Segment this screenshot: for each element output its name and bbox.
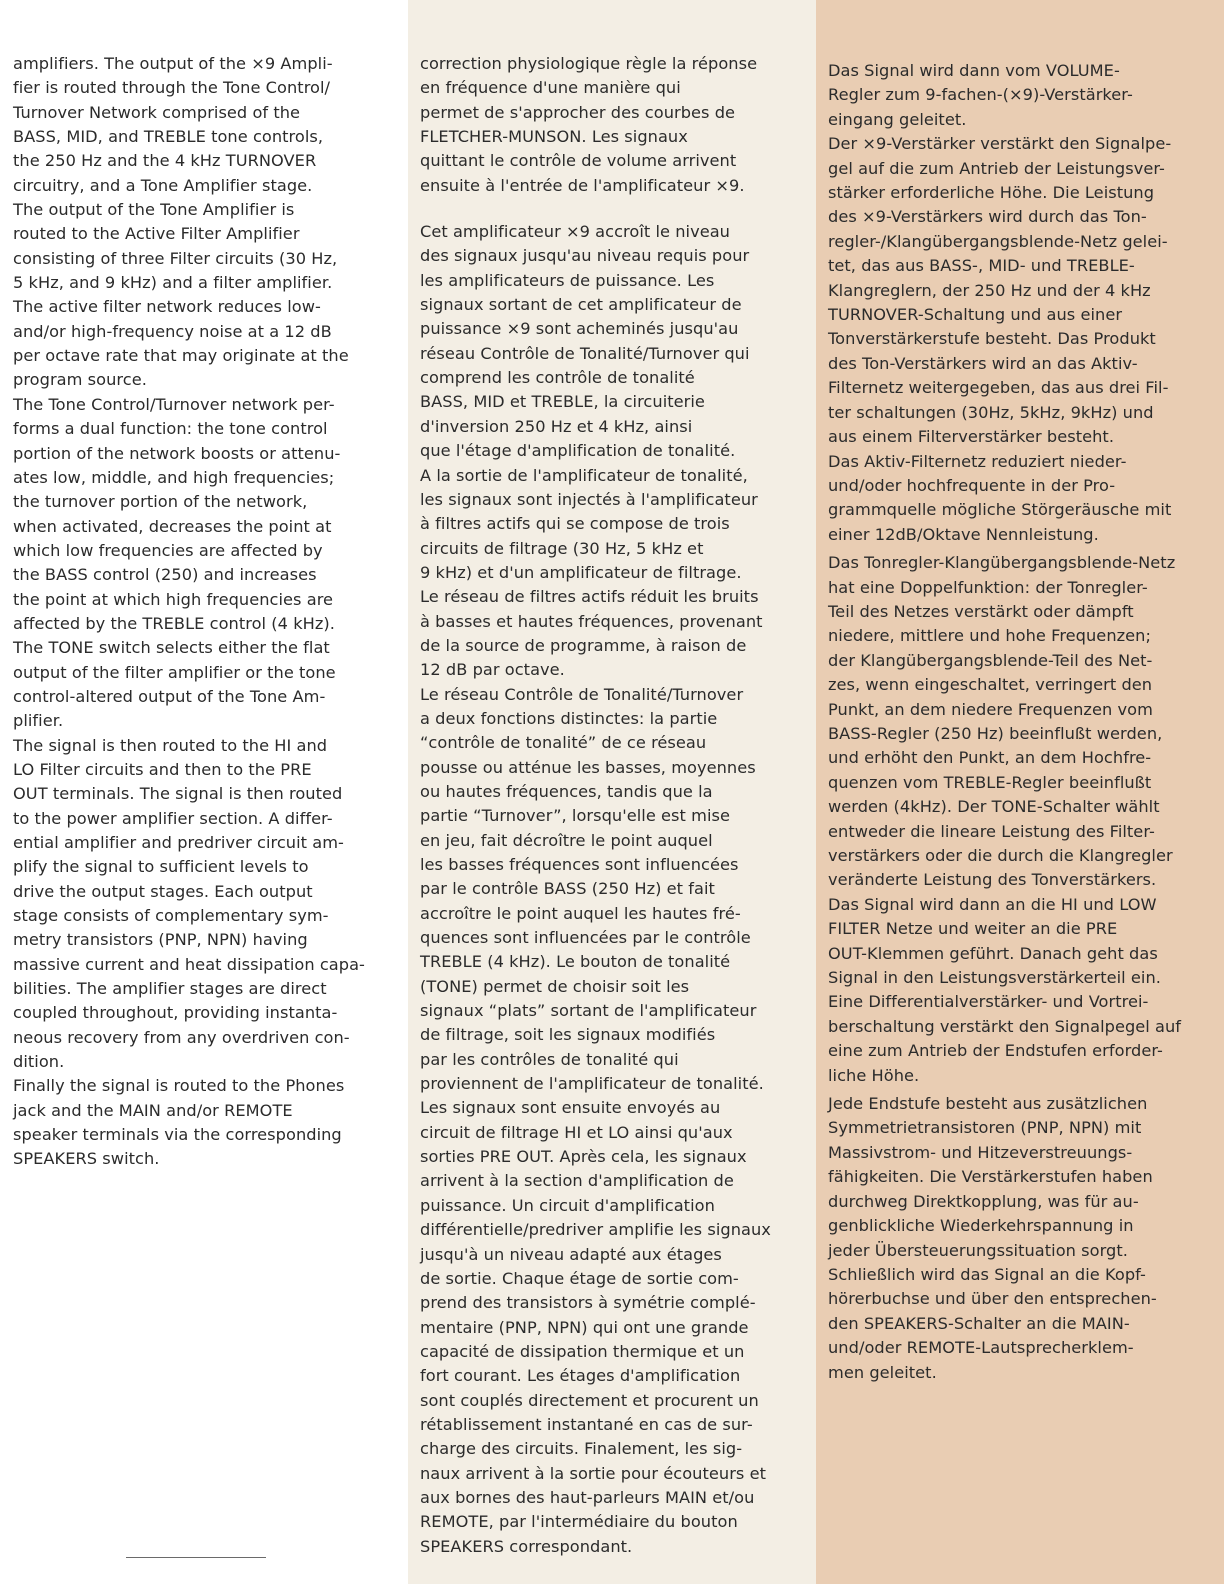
footnote-rule xyxy=(126,1557,266,1558)
english-paragraph-1: amplifiers. The output of the ×9 Ampli- fier is routed through the Tone Control/ Turnover Network comprised of the BASS, MID, and TREBLE tone controls, the 250 Hz and the 4 kHz TURNOVER circuitry, and a Tone Amplifier stage. The output of the Tone Amplifier is routed to the Active Filter Amplifier consisting of three Filter circuits (30 Hz, 5 kHz, and 9 kHz) and a filter amplifier. The active filter network reduces low- and/or high-frequency noise at a 12 dB per octave rate that may originate at the program source. xyxy=(13,54,349,390)
german-column xyxy=(816,0,1224,1584)
english-paragraph-2: The Tone Control/Turnover network per- forms a dual function: the tone control portion of the network boosts or attenu- ates low, middle, and high frequencies; the turnover portion of the network, when activated, decreases the point at which low frequencies are affected by the BASS control (250) and increases the point at which high frequencies are affected by the TREBLE control (4 kHz). The TONE switch selects either the flat output of the filter amplifier or the tone control-altered output of the Tone Am- plifier. xyxy=(13,394,341,731)
french-paragraph-2: Cet amplificateur ×9 accroît le niveau des signaux jusqu'au niveau requis pour les amplificateurs de puissance. Les signaux sortant de cet amplificateur de puissance ×9 sont acheminés jusqu'au réseau Contrôle de Tonalité/Turnover qui comprend les contrôle de tonalité BASS, MID et TREBLE, la circuiterie d'inversion 250 Hz et 4 kHz, ainsi que l'étage d'amplification de tonalité. A la sortie de l'amplificateur de tonalité, les signaux sont injectés à l'amplificateur à filtres actifs qui se compose de trois circuits de filtrage (30 Hz, 5 kHz et 9 kHz) et d'un amplificateur de filtrage. Le réseau de filtres actifs réduit les bruits à basses et hautes fréquences, provenant de la source de programme, à raison de 12 dB par octave. Le réseau Contrôle de Tonalité/Turnover a deux fonctions distinctes: la partie “contrôle de tonalité” de ce réseau pousse ou atténue les basses, moyennes ou hautes fréquences, tandis que la partie “Turnover”, lorsqu'elle est mise en jeu, fait décroître le point auquel les basses fréquences sont influencées par le contrôle BASS (250 Hz) et fait accroître le point auquel les hautes fré- quences sont influencées par le contrôle TREBLE (4 kHz). Le bouton de tonalité (TONE) permet de choisir soit les signaux “plats” sortant de l'amplificateur de filtrage, soit les signaux modifiés par les contrôles de tonalité qui proviennent de l'amplificateur de tonalité. Les signaux sont ensuite envoyés au circuit de filtrage HI et LO ainsi qu'aux sorties PRE OUT. Après cela, les signaux arrivent à la section d'amplification de puissance. Un circuit d'amplification différentielle/predriver amplifie les signaux jusqu'à un niveau adapté aux étages de sortie. Chaque étage de sortie com- prend des transistors à symétrie complé- mentaire (PNP, NPN) qui ont une grande capacité de dissipation thermique et un fort courant. Les étages d'amplification sont couplés directement et procurent un rétablissement instantané en cas de sur- charge des circuits. Finalement, les sig- naux arrivent à la sortie pour écouteurs et aux bornes des haut-parleurs MAIN et/ou REMOTE, par l'intermédiaire du bouton SPEAKERS correspondant. xyxy=(420,222,771,1556)
german-paragraph-2: Das Tonregler-Klangübergangsblende-Netz hat eine Doppelfunktion: der Tonregler- Teil des Netzes verstärkt oder dämpft niedere, mittlere und hohe Frequenzen; der Klangübergangsblende-Teil des Net- zes, wenn eingeschaltet, verringert den Punkt, an dem niedere Frequenzen vom BASS-Regler (250 Hz) beeinflußt werden, und erhöht den Punkt, an dem Hochfre- quenzen vom TREBLE-Regler beeinflußt werden (4kHz). Der TONE-Schalter wählt entweder die lineare Leistung des Filter- verstärkers oder die durch die Klangregler veränderte Leistung des Tonverstärkers. Das Signal wird dann an die HI und LOW FILTER Netze und weiter an die PRE OUT-Klemmen geführt. Danach geht das Signal in den Leistungsverstärkerteil ein. Eine Differentialverstärker- und Vortrei- berschaltung verstärkt den Signalpegel auf eine zum Antrieb der Endstufen erforder- liche Höhe. xyxy=(828,553,1182,1085)
german-paragraph-1: Das Signal wird dann vom VOLUME- Regler zum 9-fachen-(×9)-Verstärker- eingang geleitet. Der ×9-Verstärker verstärkt den Signalpe- gel auf die zum Antrieb der Leistungsver- stärker erforderliche Höhe. Die Leistung des ×9-Verstärkers wird durch das Ton- regler-/Klangübergangsblende-Netz gelei- tet, das aus BASS-, MID- und TREBLE- Klangreglern, der 250 Hz und der 4 kHz TURNOVER-Schaltung und aus einer Tonverstärkerstufe besteht. Das Produkt des Ton-Verstärkers wird an das Aktiv- Filternetz weitergegeben, das aus drei Fil- ter schaltungen (30Hz, 5kHz, 9kHz) und aus einem Filterverstärker besteht. Das Aktiv-Filternetz reduziert nieder- und/oder hochfrequente in der Pro- grammquelle mögliche Störgeräusche mit einer 12dB/Oktave Nennleistung. xyxy=(828,61,1172,544)
german-paragraph-3: Jede Endstufe besteht aus zusätzlichen Symmetrietransistoren (PNP, NPN) mit Massivstrom- und Hitzeverstreuungs- fähigkeiten. Die Verstärkerstufen haben durchweg Direktkopplung, was für au- genblickliche Wiederkehrspannung in jeder Übersteuerungssituation sorgt. Schließlich wird das Signal an die Kopf- hörerbuchse und über den entsprechen- den SPEAKERS-Schalter an die MAIN- und/oder REMOTE-Lautsprecherklem- men geleitet. xyxy=(828,1094,1157,1382)
english-column xyxy=(0,0,408,1584)
french-paragraph-1: correction physiologique règle la réponse en fréquence d'une manière qui permet de s'approcher des courbes de FLETCHER-MUNSON. Les signaux quittant le contrôle de volume arrivent ensuite à l'entrée de l'amplificateur ×9. xyxy=(420,54,758,195)
french-column xyxy=(408,0,816,1584)
english-paragraph-3: The signal is then routed to the HI and LO Filter circuits and then to the PRE OUT terminals. The signal is then routed to the power amplifier section. A differ- ential amplifier and predriver circuit am- plify the signal to sufficient levels to drive the output stages. Each output stage consists of complementary sym- metry transistors (PNP, NPN) having massive current and heat dissipation capa- bilities. The amplifier stages are direct coupled throughout, providing instanta- neous recovery from any overdriven con- dition. xyxy=(13,735,365,1072)
english-paragraph-4: Finally the signal is routed to the Phones jack and the MAIN and/or REMOTE speaker terminals via the corresponding SPEAKERS switch. xyxy=(13,1076,345,1169)
